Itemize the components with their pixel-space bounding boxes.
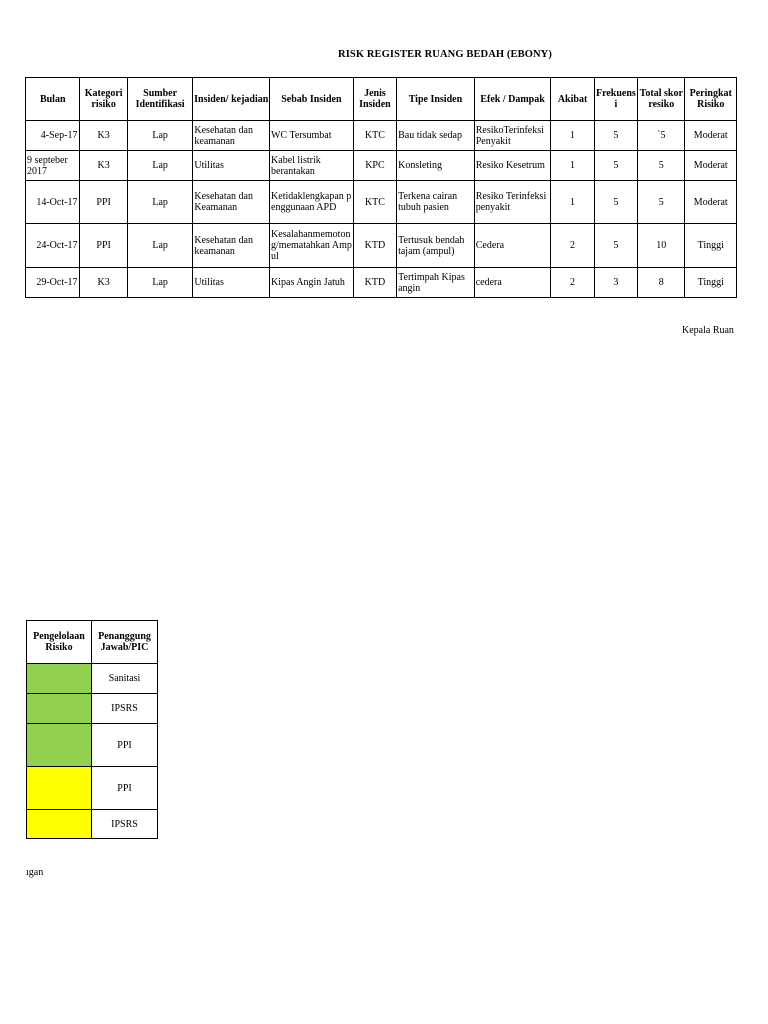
cell-insiden: Kesehatan dan keamanan <box>193 121 270 151</box>
cell-efek: Resiko Terinfeksi penyakit <box>474 181 551 224</box>
cell-jenis: KTC <box>353 121 396 151</box>
cell-bulan: 14-Oct-17 <box>26 181 80 224</box>
cell-sumber: Lap <box>127 224 193 268</box>
risk-level-swatch <box>27 810 92 839</box>
cell-kategori: PPI <box>80 181 127 224</box>
cell-frekuensi: 5 <box>594 224 637 268</box>
cell-jenis: KTD <box>353 268 396 298</box>
cell-efek: Cedera <box>474 224 551 268</box>
cell-bulan: 4-Sep-17 <box>26 121 80 151</box>
cell-tipe: Tertimpah Kipas angin <box>397 268 475 298</box>
cell-pic: Sanitasi <box>92 664 158 694</box>
cell-tipe: Bau tidak sedap <box>397 121 475 151</box>
cell-kategori: PPI <box>80 224 127 268</box>
risk-level-swatch <box>27 724 92 767</box>
page-title: RISK REGISTER RUANG BEDAH (EBONY) <box>338 49 552 60</box>
signature-label: Kepala Ruan <box>682 325 734 336</box>
cell-sumber: Lap <box>127 268 193 298</box>
table-row <box>26 121 737 151</box>
cell-insiden: Utilitas <box>193 151 270 181</box>
cell-frekuensi: 5 <box>594 151 637 181</box>
cell-sumber: Lap <box>127 181 193 224</box>
cell-insiden: Kesehatan dan Keamanan <box>193 181 270 224</box>
cell-insiden: Utilitas <box>193 268 270 298</box>
cell-tipe: Tertusuk bendah tajam (ampul) <box>397 224 475 268</box>
cell-total: 5 <box>638 151 685 181</box>
cell-akibat: 1 <box>551 181 594 224</box>
cell-sumber: Lap <box>127 151 193 181</box>
col-header-kategori: Kategori risiko <box>80 78 127 121</box>
pic-header-row <box>27 621 158 664</box>
cell-peringkat: Moderat <box>685 121 737 151</box>
cell-akibat: 2 <box>551 268 594 298</box>
table-header-row <box>26 78 737 121</box>
cell-efek: ResikoTerinfeksi Penyakit <box>474 121 551 151</box>
table-row <box>26 224 737 268</box>
cell-bulan: 24-Oct-17 <box>26 224 80 268</box>
col-header-pengelolaan: Pengelolaan Risiko <box>27 621 92 664</box>
cell-insiden: Kesehatan dan keamanan <box>193 224 270 268</box>
cell-frekuensi: 5 <box>594 181 637 224</box>
cell-sebab: WC Tersumbat <box>270 121 354 151</box>
table-row <box>27 724 158 767</box>
cell-kategori: K3 <box>80 268 127 298</box>
table-row <box>27 810 158 839</box>
col-header-bulan: Bulan <box>26 78 80 121</box>
col-header-insiden: Insiden/ kejadian <box>193 78 270 121</box>
col-header-sebab: Sebab Insiden <box>270 78 354 121</box>
col-header-jenis: Jenis Insiden <box>353 78 396 121</box>
cell-kategori: K3 <box>80 151 127 181</box>
cell-efek: cedera <box>474 268 551 298</box>
cell-akibat: 1 <box>551 151 594 181</box>
col-header-peringkat: Peringkat Risiko <box>685 78 737 121</box>
cell-jenis: KPC <box>353 151 396 181</box>
col-header-sumber: Sumber Identifikasi <box>127 78 193 121</box>
cell-sebab: Ketidaklengkapan penggunaan APD <box>270 181 354 224</box>
cell-pic: PPI <box>92 767 158 810</box>
table-row <box>27 694 158 724</box>
cell-jenis: KTC <box>353 181 396 224</box>
table-row <box>26 151 737 181</box>
table-row <box>27 664 158 694</box>
col-header-akibat: Akibat <box>551 78 594 121</box>
cell-frekuensi: 5 <box>594 121 637 151</box>
cell-pic: IPSRS <box>92 694 158 724</box>
cell-total: `5 <box>638 121 685 151</box>
cell-total: 5 <box>638 181 685 224</box>
cell-pic: PPI <box>92 724 158 767</box>
risk-level-swatch <box>27 664 92 694</box>
cell-peringkat: Tinggi <box>685 268 737 298</box>
cell-tipe: Terkena cairan tubuh pasien <box>397 181 475 224</box>
cell-bulan: 9 septeber 2017 <box>26 151 80 181</box>
cell-bulan: 29-Oct-17 <box>26 268 80 298</box>
cell-total: 8 <box>638 268 685 298</box>
cell-peringkat: Moderat <box>685 181 737 224</box>
risk-level-swatch <box>27 694 92 724</box>
risk-management-table <box>26 620 158 839</box>
footer-fragment: ıgan <box>26 867 44 878</box>
cell-pic: IPSRS <box>92 810 158 839</box>
cell-jenis: KTD <box>353 224 396 268</box>
cell-akibat: 1 <box>551 121 594 151</box>
cell-sebab: Kesalahanmemotong/mematahkan Ampul <box>270 224 354 268</box>
cell-frekuensi: 3 <box>594 268 637 298</box>
risk-register-table <box>25 77 737 298</box>
cell-sebab: Kipas Angin Jatuh <box>270 268 354 298</box>
cell-kategori: K3 <box>80 121 127 151</box>
cell-akibat: 2 <box>551 224 594 268</box>
col-header-pic: Penanggung Jawab/PIC <box>92 621 158 664</box>
cell-total: 10 <box>638 224 685 268</box>
col-header-frekuensi: Frekuensi <box>594 78 637 121</box>
cell-efek: Resiko Kesetrum <box>474 151 551 181</box>
table-row <box>27 767 158 810</box>
risk-level-swatch <box>27 767 92 810</box>
cell-peringkat: Moderat <box>685 151 737 181</box>
col-header-efek: Efek / Dampak <box>474 78 551 121</box>
cell-peringkat: Tinggi <box>685 224 737 268</box>
table-row <box>26 268 737 298</box>
cell-tipe: Konsleting <box>397 151 475 181</box>
col-header-tipe: Tipe Insiden <box>397 78 475 121</box>
cell-sumber: Lap <box>127 121 193 151</box>
cell-sebab: Kabel listrik berantakan <box>270 151 354 181</box>
col-header-total: Total skor resiko <box>638 78 685 121</box>
table-row <box>26 181 737 224</box>
